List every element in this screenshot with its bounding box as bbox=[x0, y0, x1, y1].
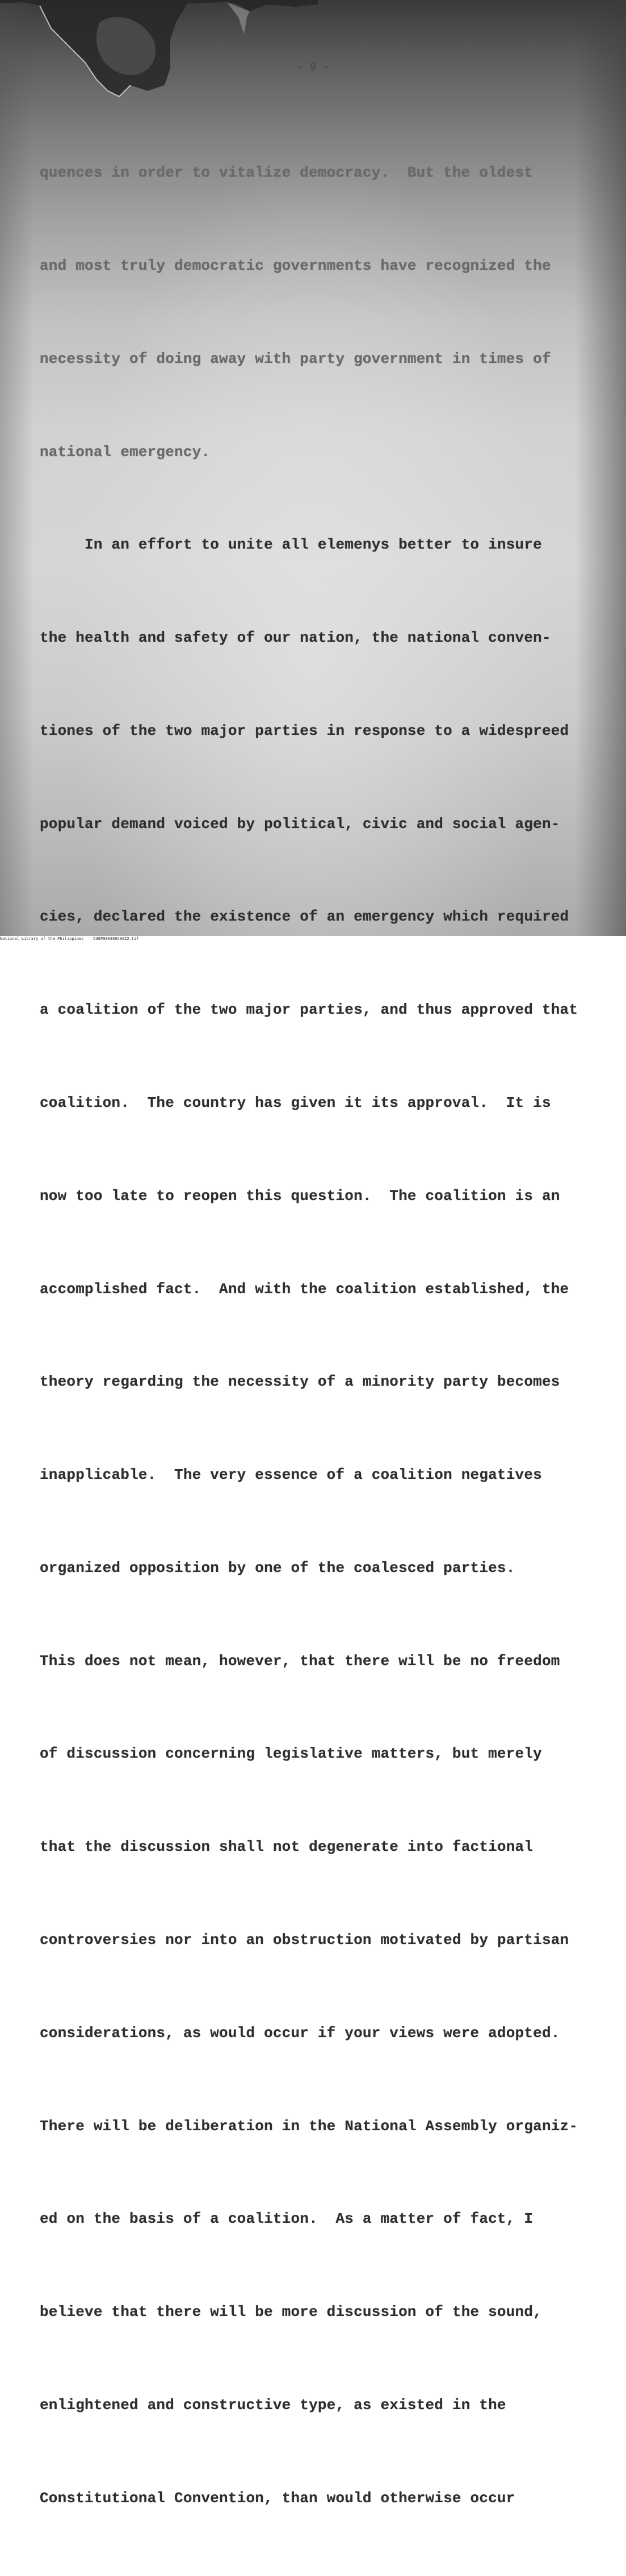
text-line: This does not mean, however, that there will be no freedom bbox=[40, 1652, 560, 1670]
torn-paper-corner bbox=[0, 0, 318, 108]
footer-file-id: D36P00030020022.tif bbox=[93, 936, 139, 941]
text-line: tiones of the two major parties in response to a widespreed bbox=[40, 722, 569, 739]
text-line: There will be deliberation in the National Assembly organiz- bbox=[40, 2117, 578, 2135]
text-line: a coalition of the two major parties, and thus approved that bbox=[40, 1001, 578, 1019]
footer-library: National Library of the Philippines bbox=[0, 936, 84, 941]
text-line: coalition. The country has given it its approval. It is bbox=[40, 1094, 551, 1111]
text-line: enlightened and constructive type, as existed in the bbox=[40, 2396, 506, 2414]
text-line: In an effort to unite all elemenys better to insure bbox=[40, 536, 542, 554]
text-line: believe that there will be more discussion of the sound, bbox=[40, 2303, 542, 2321]
text-line: now too late to reopen this question. The coalition is an bbox=[40, 1187, 560, 1205]
text-line: national emergency. bbox=[40, 443, 211, 461]
text-line: that the discussion shall not degenerate into factional bbox=[40, 1838, 533, 1856]
text-line: accomplished fact. And with the coalition established, the bbox=[40, 1280, 569, 1298]
text-line: inapplicable. The very essence of a coalition negatives bbox=[40, 1466, 542, 1484]
scan-footer bbox=[0, 936, 626, 942]
text-line: quences in order to vitalize democracy. But the oldest bbox=[40, 164, 533, 182]
text-line: Constitutional Convention, than would otherwise occur bbox=[40, 2489, 515, 2507]
text-line: organized opposition by one of the coalesced parties. bbox=[40, 1559, 515, 1576]
text-line: of discussion concerning legislative matters, but merely bbox=[40, 1745, 542, 1763]
letter-body-text bbox=[40, 95, 607, 2576]
left-edge-shadow bbox=[0, 0, 34, 936]
text-line: and most truly democratic governments have recognized the bbox=[40, 257, 551, 274]
page-number: - 9 - bbox=[296, 61, 330, 74]
text-line: popular demand voiced by political, civic and social agen- bbox=[40, 815, 560, 833]
text-line: cies, declared the existence of an emergency which required bbox=[40, 908, 569, 926]
text-line: theory regarding the necessity of a minority party becomes bbox=[40, 1373, 560, 1391]
text-line: necessity of doing away with party government in times of bbox=[40, 350, 551, 367]
text-line: ed on the basis of a coalition. As a matter of fact, I bbox=[40, 2210, 533, 2228]
text-line: considerations, as would occur if your views were adopted. bbox=[40, 2024, 560, 2042]
text-line: the health and safety of our nation, the national conven- bbox=[40, 629, 551, 647]
text-line: controversies nor into an obstruction motivated by partisan bbox=[40, 1931, 569, 1949]
